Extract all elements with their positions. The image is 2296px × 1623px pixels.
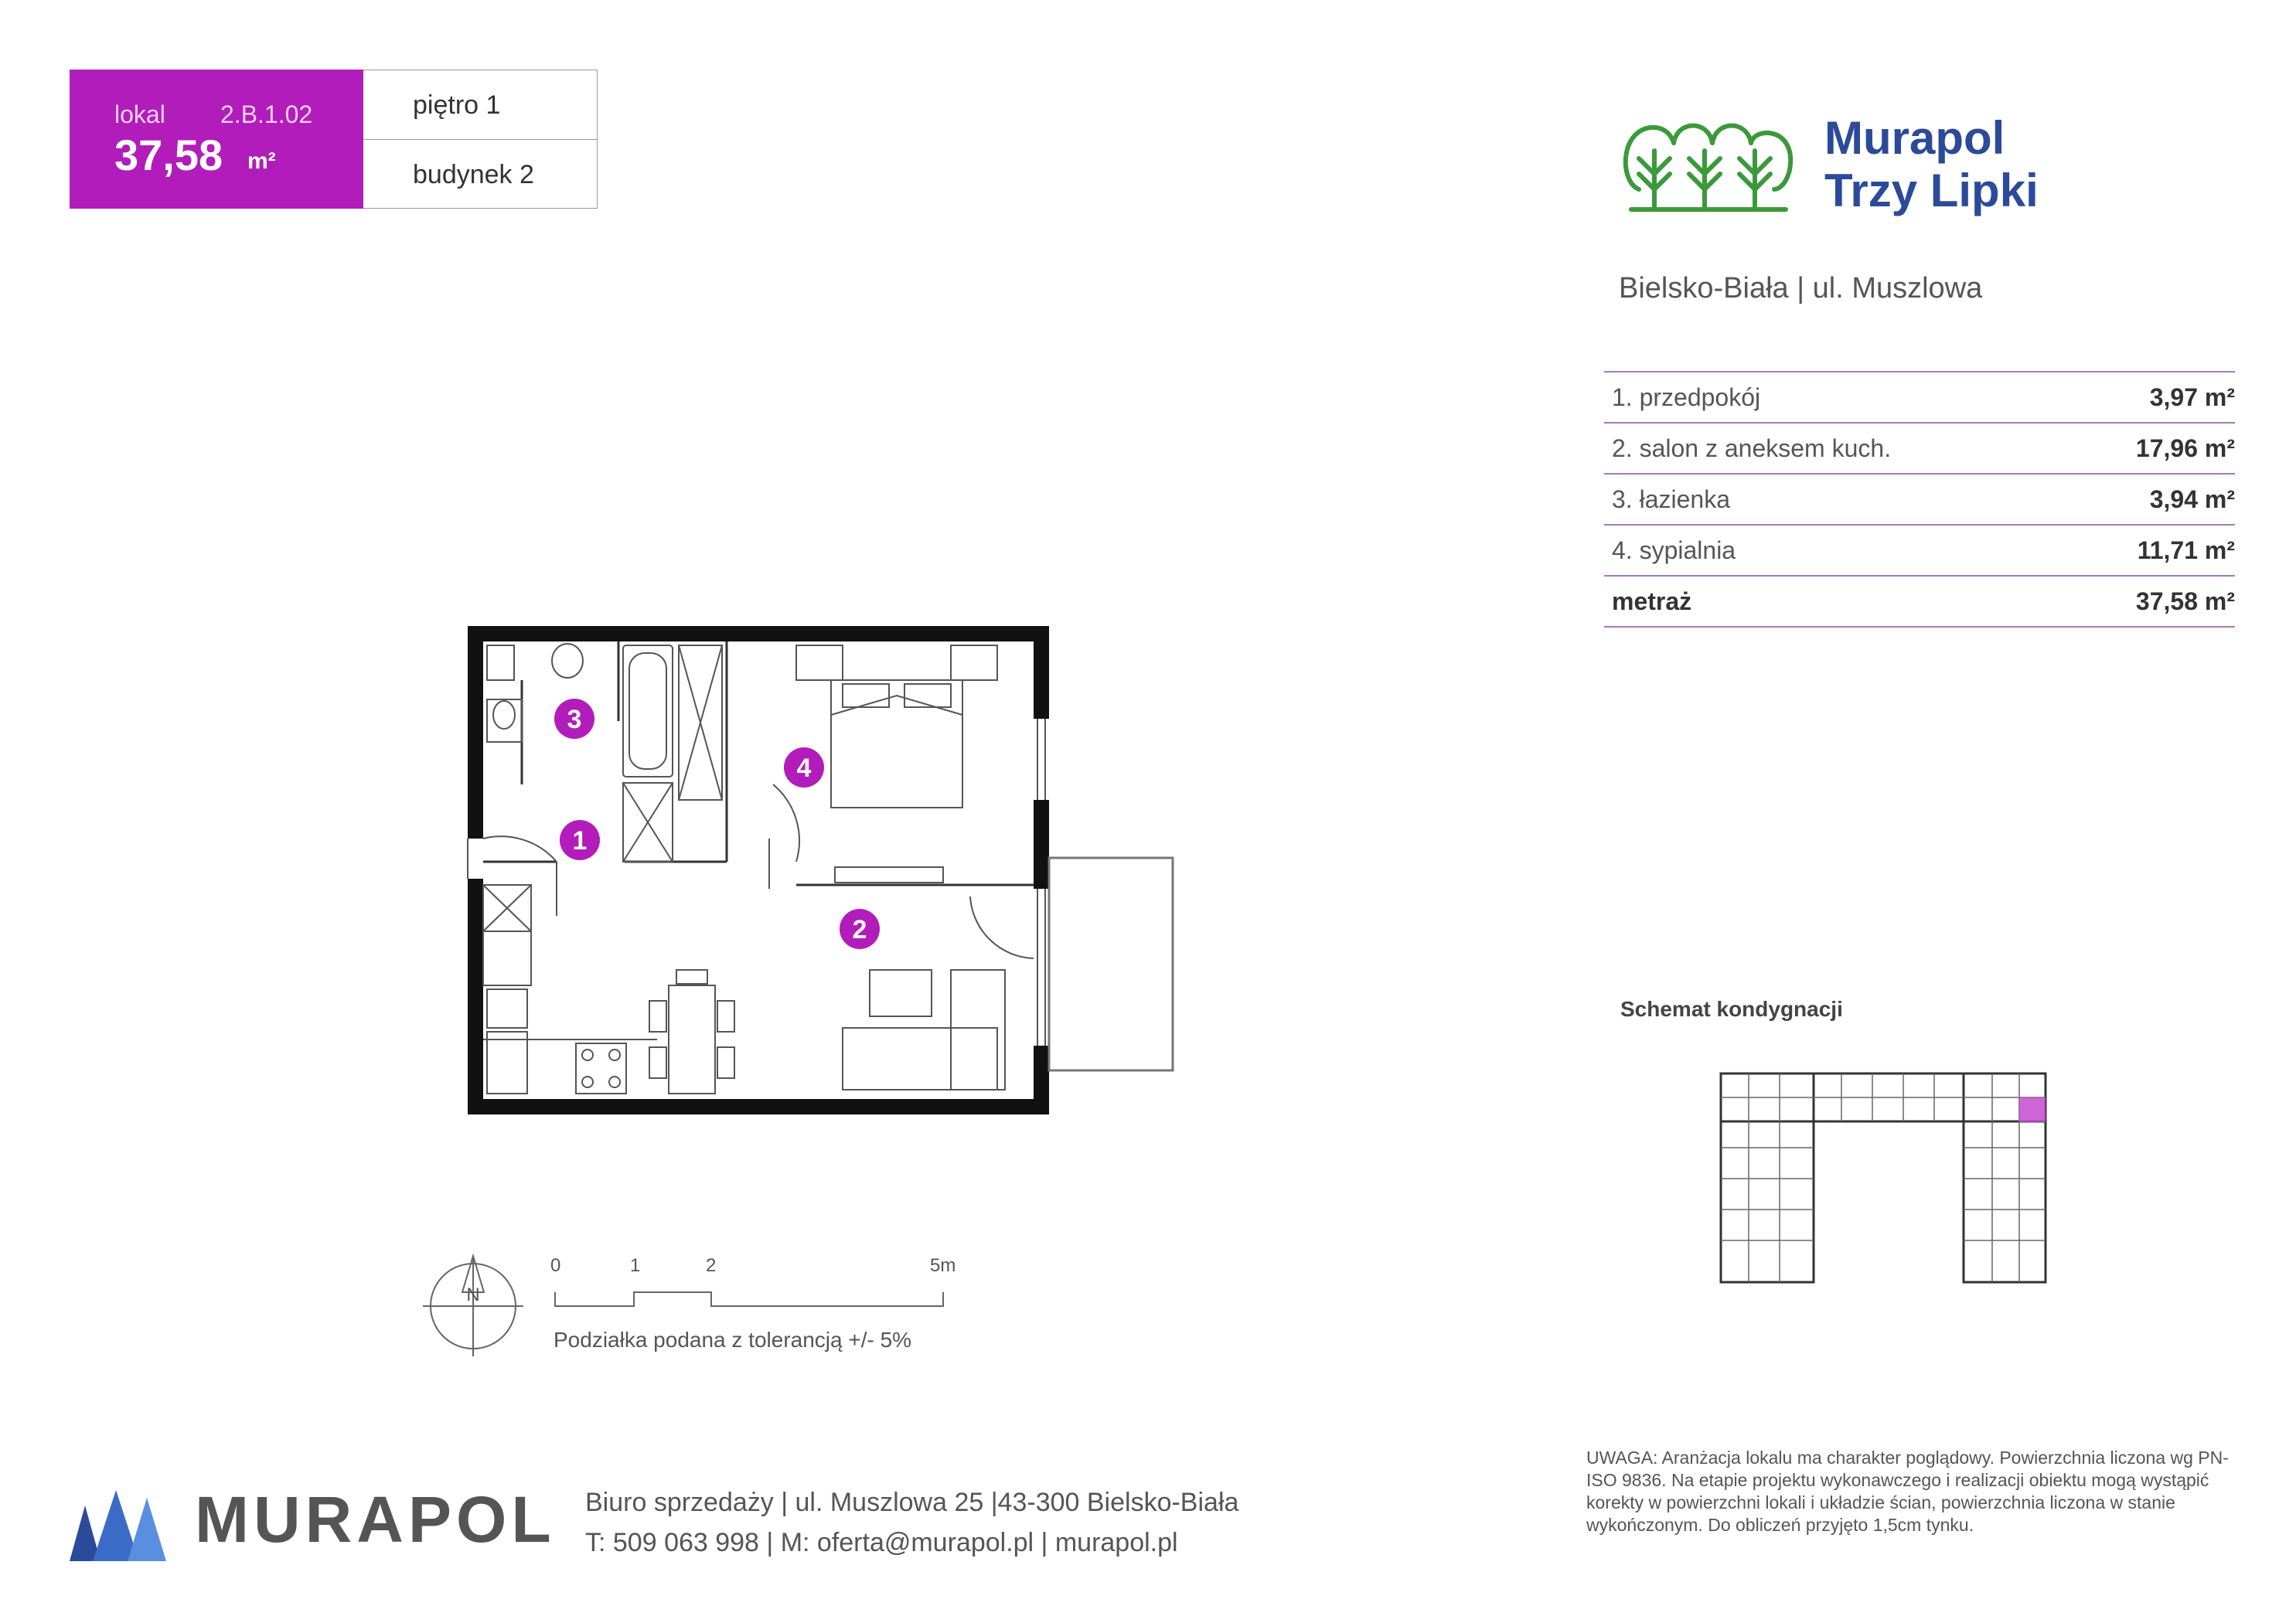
brand-name — [1824, 112, 2039, 217]
building-schema-diagram — [1718, 1070, 2058, 1287]
room-row — [1604, 473, 2235, 524]
north-compass-icon — [423, 1256, 523, 1356]
footer-address: Biuro sprzedaży | ul. Muszlowa 25 |43-300 Bielsko-Biała — [585, 1488, 1239, 1517]
balcony-outline — [1049, 858, 1173, 1070]
room-area-table — [1604, 371, 2235, 628]
table-bottom-rule — [1604, 626, 2235, 628]
unit-area-unit: m² — [247, 148, 276, 174]
murapol-logo-icon — [70, 1490, 166, 1561]
room-name: 2. salon z aneksem kuch. — [1612, 434, 1892, 462]
schema-title: Schemat kondygnacji — [1620, 997, 1843, 1021]
room-area: 17,96 m² — [2135, 434, 2235, 462]
room-badge-3 — [554, 699, 594, 739]
room-row — [1604, 371, 2235, 422]
building-row — [363, 140, 597, 209]
badge-4-label: 4 — [796, 754, 812, 783]
building-value: budynek 2 — [413, 160, 534, 189]
room-row — [1604, 422, 2235, 473]
scale-tick-2: 2 — [706, 1255, 717, 1276]
unit-info-box — [363, 70, 598, 209]
location: Bielsko-Biała | ul. Muszlowa — [1619, 272, 1983, 305]
room-name: 4. sypialnia — [1612, 536, 1736, 564]
floor-value: piętro 1 — [413, 90, 501, 120]
unit-area: 37,58 — [114, 131, 223, 179]
room-badge-2 — [840, 909, 880, 949]
room-name: 3. łazienka — [1612, 485, 1730, 513]
room-badge-4 — [784, 747, 824, 788]
unit-label: lokal — [114, 100, 165, 128]
footer-contact: T: 509 063 998 | M: oferta@murapol.pl | murapol.pl — [585, 1528, 1178, 1557]
badge-1-label: 1 — [572, 826, 588, 856]
room-area: 11,71 m² — [2137, 536, 2235, 564]
brand-name-line2: Trzy Lipki — [1824, 165, 2039, 216]
total-label: metraż — [1612, 587, 1692, 615]
badge-3-label: 3 — [567, 705, 582, 734]
unit-summary-box — [70, 70, 363, 209]
total-area: 37,58 m² — [2135, 587, 2235, 615]
scale-bar — [555, 1292, 943, 1306]
floor-plan — [464, 622, 1191, 1132]
total-row — [1604, 575, 2235, 626]
room-row — [1604, 524, 2235, 575]
badge-2-label: 2 — [852, 915, 867, 944]
north-label: N — [466, 1284, 480, 1305]
room-badge-1 — [560, 820, 600, 860]
scale-tick-5m: 5m — [930, 1255, 956, 1276]
brand-name-line1: Murapol — [1824, 112, 2005, 164]
disclaimer-notice: UWAGA: Aranżacja lokalu ma charakter poglądowy. Powierzchnia liczona wg PN-ISO 9836. Na etapie projektu wykonawczego i realizacji obiektu mogą wystąpić korekty w powierzchni lokali i układzie ścian, powierzchnia liczona w stanie wykończonym. Do obliczeń przyjęto 1,5cm tynku. — [1586, 1448, 2229, 1535]
floor-row — [363, 70, 597, 140]
scale-tick-0: 0 — [550, 1255, 561, 1276]
footer-brand: MURAPOL — [195, 1483, 556, 1556]
unit-code: 2.B.1.02 — [220, 100, 313, 128]
highlighted-unit — [2019, 1097, 2046, 1122]
scale-tick-1: 1 — [630, 1255, 641, 1276]
room-area: 3,94 m² — [2149, 485, 2235, 513]
trees-logo-icon — [1616, 97, 1801, 213]
room-area: 3,97 m² — [2149, 383, 2235, 411]
room-name: 1. przedpokój — [1612, 383, 1761, 411]
scale-note: Podziałka podana z tolerancją +/- 5% — [554, 1328, 912, 1352]
